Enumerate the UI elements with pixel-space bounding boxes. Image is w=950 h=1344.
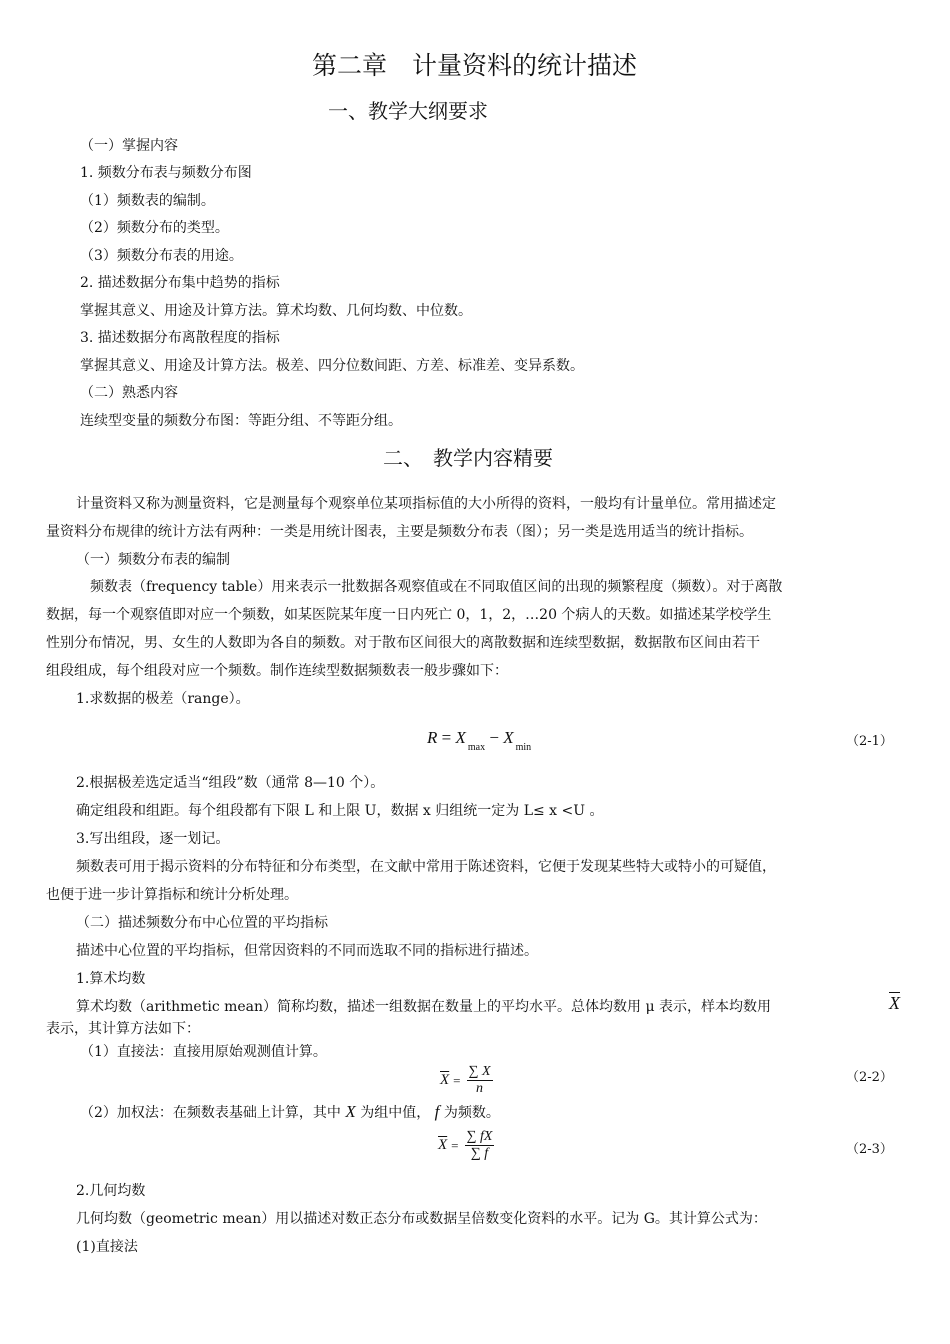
- eq-symbol: R: [427, 728, 438, 747]
- paragraph-line: 组段组成，每个组段对应一个频数。制作连续型数据频数表一般步骤如下：: [46, 663, 508, 679]
- syllabus-line: 3. 描述数据分布离散程度的指标: [80, 330, 280, 346]
- paragraph-line: 计量资料又称为测量资料，它是测量每个观察单位某项指标值的大小所得的资料，一般均有计量单位。常用描述定: [76, 496, 776, 512]
- step-text: 2.根据极差选定适当“组段”数（通常 8—10 个）。: [76, 775, 385, 791]
- symbol-f: f: [434, 1102, 440, 1121]
- subheading: 1.算术均数: [76, 971, 146, 987]
- equation-arithmetic-mean: [440, 1064, 493, 1097]
- equation-number: （2-2）: [846, 1070, 893, 1085]
- eq-symbol: =: [441, 728, 452, 747]
- paragraph-line: 也便于进一步计算指标和统计分析处理。: [46, 887, 298, 903]
- subheading: （一）频数分布表的编制: [76, 552, 230, 568]
- eq-symbol: −: [489, 728, 499, 747]
- eq-symbol: X: [503, 728, 514, 747]
- fraction: [465, 1129, 495, 1162]
- syllabus-line: 2. 描述数据分布集中趋势的指标: [80, 275, 280, 291]
- paragraph-line: 频数表（frequency table）用来表示一批数据各观察值或在不同取值区间的出现的频繁程度（频数）。对于离散: [90, 579, 783, 595]
- syllabus-line: 掌握其意义、用途及计算方法。极差、四分位数间距、方差、标准差、变异系数。: [80, 358, 584, 374]
- paragraph-line: 算术均数（arithmetic mean）简称均数，描述一组数据在数量上的平均水平。总体均数用 μ 表示，样本均数用: [76, 999, 772, 1015]
- subheading: 2.几何均数: [76, 1183, 146, 1199]
- fraction-numerator: ∑ X: [468, 1064, 491, 1079]
- method-text-part: 为频数。: [443, 1105, 500, 1121]
- method-text-part: （2）加权法：在频数表基础上计算，其中: [80, 1105, 341, 1121]
- paragraph-line: 几何均数（geometric mean）用以描述对数正态分布或数据呈倍数变化资料的水平。记为 G。其计算公式为：: [76, 1211, 767, 1227]
- paragraph-line: 数据，每一个观察值即对应一个频数，如某医院某年度一日内死亡 0，1，2，…20 个病人的天数。如描述某学校学生: [46, 607, 772, 623]
- fraction-denominator: ∑ f: [470, 1146, 489, 1161]
- paragraph-line: 表示，其计算方法如下：: [46, 1021, 200, 1037]
- eq-equals: =: [453, 1072, 461, 1088]
- paragraph-line: 频数表可用于揭示资料的分布特征和分布类型，在文献中常用于陈述资料，它便于发现某些特大或特小的可疑值，: [76, 859, 776, 875]
- xbar-symbol: $\overline{X}$: [889, 993, 900, 1013]
- subheading: （二）描述频数分布中心位置的平均指标: [76, 915, 328, 931]
- method-text: (1)直接法: [76, 1239, 138, 1255]
- eq-lhs: $\overline{X}$: [438, 1137, 448, 1153]
- equation-range: [427, 728, 531, 751]
- step-text: 3.写出组段，逐一划记。: [76, 831, 230, 847]
- paragraph-line: 性别分布情况，男、女生的人数即为各自的频数。对于散布区间很大的离散数据和连续型数据，数据散布区间由若干: [46, 635, 760, 651]
- step-text: 1.求数据的极差（range）。: [76, 691, 250, 707]
- eq-symbol: X: [455, 728, 466, 747]
- chapter-title: 第二章 计量资料的统计描述: [312, 51, 638, 80]
- fraction-numerator: ∑ fX: [466, 1129, 493, 1144]
- eq-equals: =: [451, 1137, 459, 1153]
- method-text-part: 为组中值，: [360, 1105, 431, 1121]
- syllabus-line: 掌握其意义、用途及计算方法。算术均数、几何均数、中位数。: [80, 303, 472, 319]
- eq-lhs: $\overline{X}$: [440, 1072, 450, 1088]
- syllabus-line: （1）频数表的编制。: [80, 193, 215, 209]
- eq-subscript: min: [515, 742, 532, 753]
- eq-subscript: max: [467, 742, 486, 753]
- fraction-denominator: n: [476, 1081, 484, 1096]
- syllabus-line: （2）频数分布的类型。: [80, 220, 229, 236]
- method-text: （1）直接法：直接用原始观测值计算。: [80, 1044, 327, 1060]
- section-heading-1: 一、教学大纲要求: [328, 99, 488, 123]
- paragraph-line: 量资料分布规律的统计方法有两种：一类是用统计图表，主要是频数分布表（图）；另一类是选用适当的统计指标。: [46, 524, 753, 540]
- syllabus-line: 1. 频数分布表与频数分布图: [80, 165, 252, 181]
- section-heading-2: 二、 教学内容精要: [383, 446, 553, 470]
- syllabus-line: 连续型变量的频数分布图：等距分组、不等距分组。: [80, 413, 402, 429]
- equation-number: （2-1）: [846, 734, 893, 749]
- method-text: [80, 1102, 500, 1123]
- symbol-x: X: [345, 1102, 356, 1121]
- syllabus-line: （3）频数分布表的用途。: [80, 248, 243, 264]
- syllabus-line: （二）熟悉内容: [80, 385, 178, 401]
- fraction: [467, 1064, 493, 1097]
- equation-weighted-mean: [438, 1129, 494, 1162]
- syllabus-line: （一）掌握内容: [80, 138, 178, 154]
- paragraph-line: 描述中心位置的平均指标，但常因资料的不同而选取不同的指标进行描述。: [76, 943, 538, 959]
- step-text: 确定组段和组距。每个组段都有下限 L 和上限 U，数据 x 归组统一定为 L≤ x <U 。: [76, 803, 604, 819]
- equation-number: （2-3）: [846, 1142, 893, 1157]
